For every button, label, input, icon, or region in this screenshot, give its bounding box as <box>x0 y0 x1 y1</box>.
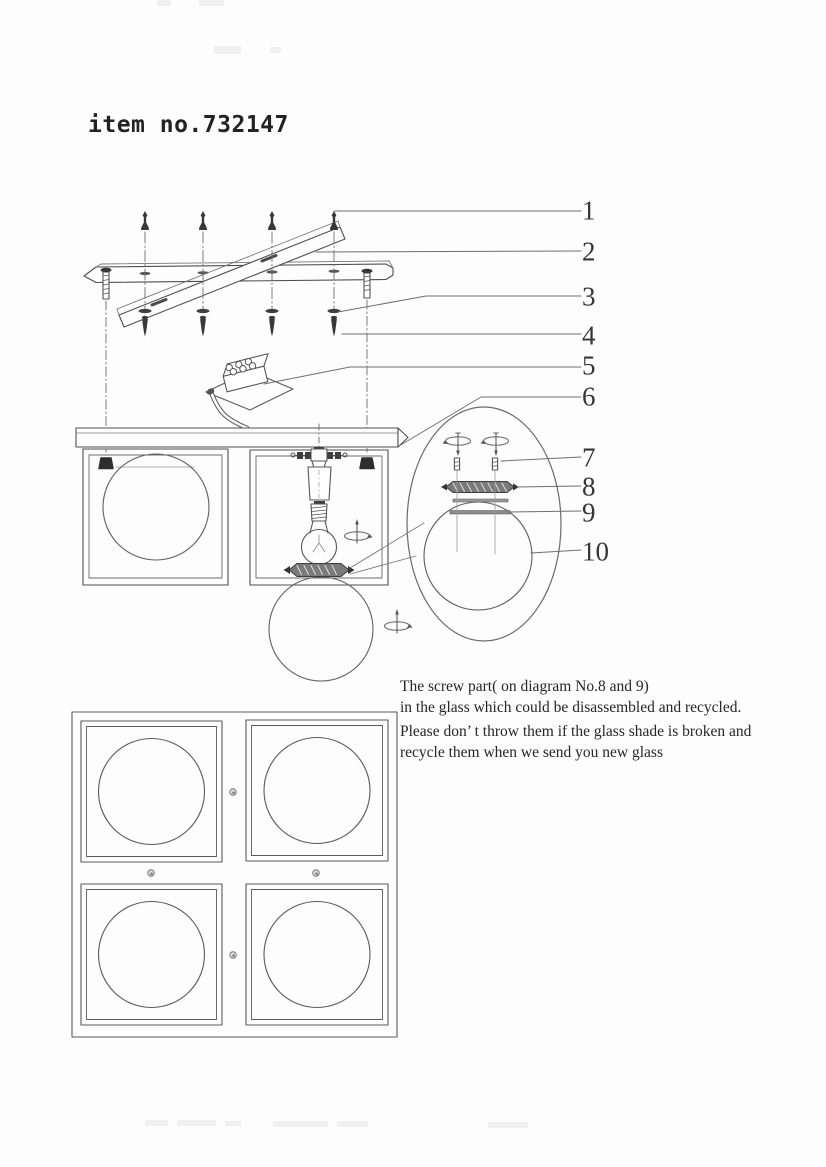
leader-line-6 <box>399 397 581 446</box>
frame-screw <box>313 870 320 877</box>
frame-screw <box>230 952 237 959</box>
light-bulb <box>302 501 337 565</box>
wall-anchor <box>330 211 338 230</box>
mounting-screws <box>142 316 337 337</box>
mounting-hardware <box>84 211 393 452</box>
leader-line-2 <box>316 251 581 252</box>
bulb-filament <box>313 535 325 552</box>
recycle-note <box>400 677 826 763</box>
mounting-screw <box>200 316 206 337</box>
part-label-2: 2 <box>582 236 596 267</box>
washer <box>266 309 279 313</box>
item-number: item no.732147 <box>88 112 289 138</box>
canopy-hanger-screw-left <box>101 268 112 452</box>
recycle-note-line: The screw part( on diagram No.8 and 9) <box>400 678 649 695</box>
wall-anchor <box>199 211 207 230</box>
part-label-9: 9 <box>582 497 596 528</box>
terminal-block-assembly <box>206 354 293 428</box>
washer <box>328 309 341 313</box>
wall-anchor <box>141 211 149 230</box>
leader-line-9 <box>509 511 581 512</box>
recycle-note-line: in the glass which could be disassembled and recycled. <box>400 698 742 716</box>
part-label-4: 4 <box>582 320 596 351</box>
screw-rotation-icon <box>481 433 509 456</box>
retainer-nut <box>360 458 374 469</box>
leader-line-7 <box>501 457 581 461</box>
glass-sphere-detail <box>424 502 532 610</box>
leader-lines <box>264 211 581 553</box>
frame-screw <box>230 789 237 796</box>
screw-rotation-icon <box>345 519 373 543</box>
recycle-note-line: Please don’ t throw them if the glass shade is broken and <box>400 723 752 740</box>
mounting-screw <box>269 316 275 337</box>
recycle-note-line: recycle them when we send you new glass <box>400 743 663 761</box>
washer <box>197 309 210 313</box>
panel-outline <box>72 712 397 1037</box>
retainer-screw <box>492 458 497 470</box>
part-label-10: 10 <box>582 536 609 567</box>
wall-anchors <box>141 211 338 230</box>
retainer-screw <box>454 458 459 470</box>
leader-line-3 <box>338 296 581 312</box>
washer <box>139 309 152 313</box>
screw-rotation-icon <box>443 433 471 456</box>
glass-sphere <box>103 454 209 560</box>
part-label-6: 6 <box>582 381 596 412</box>
leader-line-8 <box>517 486 581 487</box>
retainer-nut <box>99 458 113 469</box>
retainer-rail-detail <box>441 482 519 493</box>
shade-frame-left <box>83 449 228 585</box>
screw-rotation-icon <box>385 609 413 633</box>
canopy-hanger-screw-right <box>362 269 373 452</box>
part-label-1: 1 <box>582 195 596 226</box>
mounting-screw <box>331 316 337 337</box>
part-label-8: 8 <box>582 471 596 502</box>
glass-sphere-exploded <box>269 577 373 681</box>
glass-retainer-rail <box>284 564 355 577</box>
part-label-5: 5 <box>582 350 596 381</box>
wall-anchor <box>268 211 276 230</box>
frame-screw <box>148 870 155 877</box>
leader-line-10 <box>531 550 581 553</box>
part-label-7: 7 <box>582 442 596 473</box>
retainer-plates <box>450 499 510 514</box>
canopy <box>76 428 408 447</box>
leader-line-5 <box>264 367 581 384</box>
socket-cylinder <box>308 467 331 500</box>
fixture-body <box>76 424 413 681</box>
bottom-view <box>72 712 397 1037</box>
part-label-3: 3 <box>582 281 596 312</box>
